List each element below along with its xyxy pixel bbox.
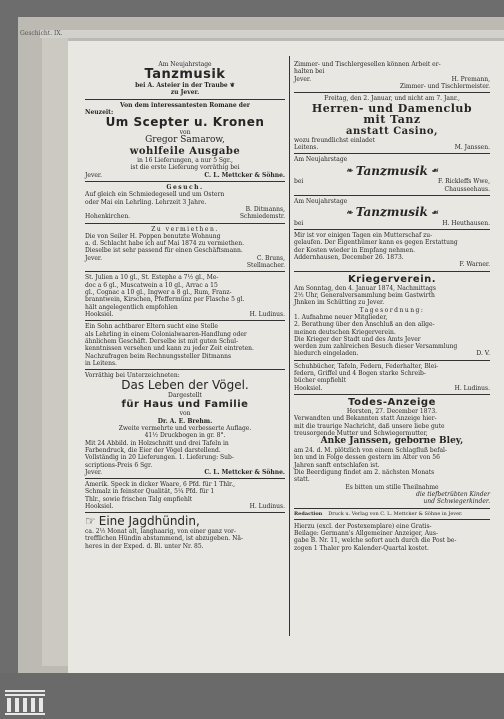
ad-text: Nachzufragen beim Rechnungssteller Ditmanns (85, 352, 232, 360)
ad-date: Am Neujahrstage (294, 197, 348, 205)
ad-text: Farbendruck, die Eier der Vögel darstellend. (85, 446, 221, 454)
ad-text: gl., Cognac a 10 gl., Ingwer a 8 gl., Rum, Franz- (85, 289, 232, 296)
ad-bei: bei (294, 178, 304, 186)
ad-text: Mir ist vor einigen Tagen ein Mutterschaf zu- (294, 232, 433, 240)
ad-town: Hooksiel. (85, 310, 114, 318)
ad-text: scriptions-Preis 6 Sgr. (85, 461, 153, 469)
ad-title-2: mit Tanz (363, 113, 421, 127)
ad-zimmergesellen (294, 59, 490, 93)
ad-text: Die von Seiler H. Poppen benutzte Wohnung (85, 232, 221, 240)
ad-zu-vermiethen (85, 224, 285, 273)
ad-text: Jahren sanft entschlafen ist. (294, 461, 380, 469)
ad-town: Jever. (294, 75, 312, 83)
ad-jagdhuendin (85, 513, 285, 552)
scan-background (0, 673, 504, 719)
imprint-label: Redaction (294, 510, 323, 517)
book-info-2: ist die erste Lieferung vorräthig bei (130, 164, 240, 172)
book-info: in 16 Lieferungen, a nur 5 Sgr., (137, 157, 233, 164)
ad-heading: Gesuch. (166, 183, 204, 191)
corner-note: Geschicht. IX. (20, 30, 63, 37)
seller-town: Jever. (85, 171, 103, 179)
ad-text: doc a 6 gl., Muscatwein a 10 gl., Arrac a 15 (85, 281, 218, 289)
ad-mutterschaf (294, 230, 490, 272)
ad-place: Addernhausen, December 26. 1873. (294, 254, 404, 262)
ad-text: St. Julien a 10 gl., St. Estephe a 7½ gl., Me- (85, 274, 219, 282)
book-author: Dr. A. E. Brehm. (157, 417, 213, 425)
ad-text: hiedurch eingeladen. (294, 350, 359, 358)
ad-text: Schmalz in feinster Qualität, 5¼ Pfd. für 1 (85, 488, 215, 496)
ad-text: Schuhbücher, Tafeln, Federn, Federhalter, Blei- (294, 362, 439, 370)
book-by: von (179, 128, 191, 136)
ad-text: gelaufen. Der Eigenthümer kann es gegen Erstattung (294, 239, 458, 247)
ad-text: Ein Sohn achtbarer Eltern sucht eine Stelle (85, 323, 218, 331)
ad-town: Jever. (85, 254, 103, 262)
ad-text: wozu freundlichst einladet (294, 136, 375, 144)
ad-text: der Kosten wieder in Empfang nehmen. (294, 246, 415, 254)
ad-intro-2: Neuzeit: (85, 108, 114, 116)
ad-todes-anzeige (294, 395, 490, 509)
ad-text: hält angelegentlich empfohlen (85, 303, 178, 311)
ad-role: Schmiedemstr. (239, 213, 285, 221)
ad-host: H. Heuthausen. (442, 219, 490, 227)
ad-title: Herren- und Damenclub (311, 101, 473, 115)
deceased-name: Anke Janssen, geborne Bley, (320, 436, 464, 447)
ad-damenclub (294, 93, 490, 154)
book-title: Das Leben der Vögel. (121, 378, 249, 393)
ad-town: Leitens. (294, 143, 319, 151)
book-edition: Zweite vermehrte und verbesserte Auflage. (118, 424, 252, 432)
ad-speck (85, 479, 285, 513)
ad-signer: F. Warner. (459, 261, 490, 269)
ad-text: treusorgende Mutter und Schwiegermutter, (294, 429, 428, 437)
agenda-item: meinen deutschen Kriegerverein. (294, 328, 396, 336)
ad-text: kenntnissen versehen und kann zu jeder Zeit eintreten. (85, 345, 254, 353)
ad-text: len und in Folge dessen gestern im Alter von 56 (294, 454, 440, 462)
pointing-hand-icon: ☞ (85, 514, 96, 529)
seller-town: Jever. (85, 468, 103, 476)
ad-signer: H. Ludinus. (249, 310, 285, 318)
page-margin-strip (42, 38, 68, 666)
ad-title: Eine Jagdhündin, (98, 514, 200, 529)
ad-signer: D. V. (476, 350, 490, 358)
agenda-item: 2. Berathung über den Anschluß an den allge- (294, 321, 435, 329)
ad-text: ca. 2½ Monat alt, langhaarig, von einer ganz vor- (85, 528, 236, 535)
ad-signer: M. Janssen. (454, 143, 490, 151)
ad-text: federn, Griffel und 4 Bogen starke Schreib- (294, 370, 426, 378)
ad-tanzmusik-rickleffs (294, 154, 490, 196)
imprint-text: Druck u. Verlag von C. L. Mettcker & Söhne in Jever. (328, 510, 463, 517)
library-logo-icon (3, 688, 47, 716)
column-divider (289, 56, 290, 636)
ad-text: statt. (294, 476, 310, 484)
ad-text: Hierzu (excl. der Postexemplare) eine Gratis- (294, 522, 432, 530)
ad-title: Kriegerverein. (347, 273, 437, 285)
ad-um-scepter (85, 100, 285, 182)
ad-text: heres in der Exped. d. Bl. unter Nr. 85. (85, 542, 204, 550)
ad-title: Tanzmusik (355, 205, 428, 220)
ad-signer: H. Premann, (451, 75, 490, 83)
left-column (85, 59, 285, 552)
ad-text: a. d. Schlacht habe ich auf Mai 1874 zu vermiethen. (85, 240, 245, 248)
ad-text: in Leitens. (85, 359, 117, 367)
ad-intro: Freitag, den 2. Januar, und nicht am 7. Janr., (324, 95, 460, 103)
ad-place-inn: Traube (204, 81, 228, 89)
ad-bei: bei (294, 219, 304, 227)
seller-name: C. L. Mettcker & Söhne. (204, 468, 285, 476)
ad-town: Hohenkirchen. (85, 213, 131, 221)
ad-leben-der-voegel (85, 370, 285, 479)
ad-text: Zimmer- und Tischlergesellen können Arbeit er- (294, 61, 441, 68)
ad-text: trefflichen Hündin abstammend, ist abzugeben. Nä- (85, 535, 243, 543)
book-by: von (179, 410, 191, 418)
seller-name: C. L. Mettcker & Söhne. (204, 171, 285, 179)
ad-text: Vollständig in 20 Lieferungen. 1. Lieferung: Sub- (85, 454, 234, 462)
ad-heading: Zu vermiethen. (151, 225, 219, 233)
ad-signer: H. Ludinus. (454, 384, 490, 392)
ad-role: Zimmer- und Tischlermeister. (399, 82, 490, 90)
ad-text: branntwein, Kirschen, Pfeffermünz per Flasche 5 gl. (85, 296, 245, 304)
agenda-heading: Tagesordnung: (359, 306, 425, 314)
ad-date: Am Neujahrstage (294, 156, 348, 164)
ad-place: Chausseehaus. (444, 185, 490, 193)
ad-text: zogen 1 Thaler pro Kalender-Quartal kostet. (294, 544, 429, 552)
agenda-item: 1. Aufnahme neuer Mitglieder, (294, 313, 388, 321)
page-edge (40, 30, 504, 38)
ad-intro: Vorräthig bei Unterzeichneten: (85, 372, 180, 380)
ornament-left-icon: ❧ (345, 165, 353, 176)
ad-text: halten bei (294, 68, 325, 76)
ad-title-3: anstatt Casino, (346, 125, 438, 137)
ad-text: Auf gleich ein Schmiedegesell und um Ostern (85, 191, 225, 199)
ad-wines (85, 272, 285, 321)
ad-text: oder Mai ein Lehrling. Lehrzeit 3 Jahre. (85, 198, 207, 206)
ad-text: als Lehrling in einem Colonialwaaren-Handlung oder (85, 330, 247, 338)
ad-text: Jhnken im Schütting zu Jever. (294, 299, 385, 307)
ad-title: Tanzmusik (144, 67, 226, 83)
ad-town: Hooksiel. (294, 384, 323, 392)
ad-tanzmusik-heuthausen (294, 196, 490, 230)
beilage-note (294, 520, 490, 552)
ad-intro: Von dem interessantesten Romane der (120, 101, 250, 109)
ornament-right-icon: ☙ (430, 165, 439, 176)
ad-signer-2: und Schwiegerkinder. (423, 498, 490, 506)
ad-text: ähnlichem Geschäft. Derselbe ist mit guten Schul- (85, 337, 239, 345)
ad-lehrling (85, 321, 285, 370)
book-author: Gregor Samarow, (145, 135, 225, 146)
ad-signer: H. Ludinus. (249, 503, 285, 511)
right-column (294, 59, 490, 552)
ad-title: Todes-Anzeige (348, 397, 436, 409)
ad-date: Horsten, 27. December 1873. (346, 408, 438, 416)
ad-signer: C. Bruns, (256, 254, 285, 262)
ad-text: bücher empfiehlt (294, 377, 347, 385)
ad-town: Hooksiel. (85, 503, 114, 511)
ad-role: Stellmacher. (246, 262, 285, 270)
book-edition: wohlfeile Ausgabe (129, 146, 241, 157)
ad-schulbuecher (294, 361, 490, 395)
ad-text: Beilage: Germann's Allgemeiner Anzeiger, Aus- (294, 530, 438, 538)
book-for: für Haus und Familie (121, 399, 249, 411)
ad-text: Amerik. Speck in dicker Waare, 6 Pfd. für 1 Thlr., (85, 481, 236, 489)
ad-text: 2½ Uhr, Generalversammlung beim Gastwirth (294, 291, 435, 299)
ad-title: Tanzmusik (355, 163, 428, 178)
ad-text: mit die traurige Nachricht, daß unsere liebe gute (294, 422, 445, 430)
ad-text: Thlr., sowie frischen Talg empfiehlt (85, 495, 193, 503)
ornament-right-icon: ☙ (430, 206, 439, 217)
ad-text: werden zum zahlreichen Besuch dieser Versammlung (294, 343, 458, 351)
ad-signer: B. Ditmanns, (245, 205, 285, 213)
ad-host: F. Rickleffs Wwe, (438, 178, 490, 186)
ad-date: Am Neujahrstage (158, 61, 212, 68)
book-title: Um Scepter u. Kronen (105, 115, 265, 130)
ornament-left-icon: ❧ (345, 206, 353, 217)
grapes-icon: ❦ (229, 81, 235, 89)
ad-signer: die tiefbetrübten Kinder (416, 491, 490, 499)
ad-text: gabe B. Nr. 11, welche sofort auch durch die Post be- (294, 537, 457, 545)
ad-text: Mit 24 Abbild. in Holzschnitt und drei Tafeln in (85, 439, 229, 447)
ad-gesuch (85, 182, 285, 224)
ad-tanzmusik-asteier (85, 59, 285, 100)
imprint (294, 509, 490, 520)
ad-place: bei A. Asteier in der (135, 81, 203, 89)
ad-text: Verwandten und Bekannten statt Anzeige hier- (294, 415, 437, 423)
book-size: 41½ Druckbogen in gr. 8°. (144, 432, 226, 440)
ad-kriegerverein (294, 272, 490, 361)
ad-text: am 24. d. M. plötzlich von einem Schlagfluß befal- (294, 447, 447, 455)
ad-text: Am Sonntag, den 4. Januar 1874, Nachmittags (294, 284, 436, 292)
ad-town: zu Jever. (170, 89, 200, 97)
ad-text: Es bitten um stille Theilnahme (345, 483, 439, 491)
newspaper-page (68, 41, 504, 673)
ad-text: Die Krieger der Stadt und des Amts Jever (294, 335, 421, 343)
ad-text: Die Beerdigung findet am 2. nächsten Monats (294, 469, 435, 477)
ad-text: Dieselbe ist sehr passend für einen Geschäftsmann. (85, 247, 243, 255)
book-sub: Dargestellt (168, 392, 202, 400)
